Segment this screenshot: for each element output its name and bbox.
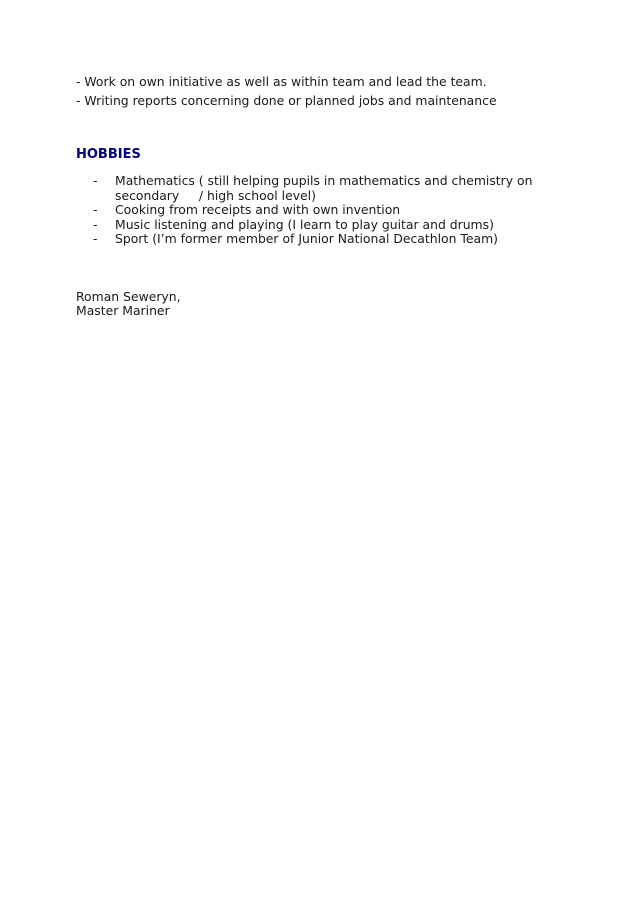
duty-line: - Work on own initiative as well as within team and lead the team. [76, 74, 487, 89]
hobby-text: Music listening and playing (I learn to play guitar and drums) [115, 216, 494, 232]
hobby-bullet: - [93, 173, 98, 188]
document-content [76, 73, 576, 319]
duty-line: - Writing reports concerning done or planned jobs and maintenance [76, 92, 497, 108]
hobby-bullet: - [93, 231, 98, 246]
hobby-text: Sport (I’m former member of Junior National Decathlon Team) [115, 231, 499, 246]
hobbies-list [76, 174, 576, 247]
hobby-item-sport [76, 232, 576, 247]
hobby-item-cooking [76, 203, 576, 218]
signature-block [76, 290, 576, 319]
hobby-item-mathematics [76, 174, 576, 203]
duties-section [76, 73, 576, 110]
signature-title: Master Mariner [76, 303, 170, 318]
hobby-text: Cooking from receipts and with own invention [115, 202, 401, 217]
hobby-text: Mathematics ( still helping pupils in mathematics and chemistry on secondary / high school level) [115, 173, 533, 203]
hobbies-heading: HOBBIES [76, 147, 141, 162]
hobby-item-music [76, 218, 576, 233]
signature-name: Roman Seweryn, [76, 288, 181, 304]
hobby-bullet: - [93, 202, 98, 217]
hobby-bullet: - [93, 216, 98, 232]
